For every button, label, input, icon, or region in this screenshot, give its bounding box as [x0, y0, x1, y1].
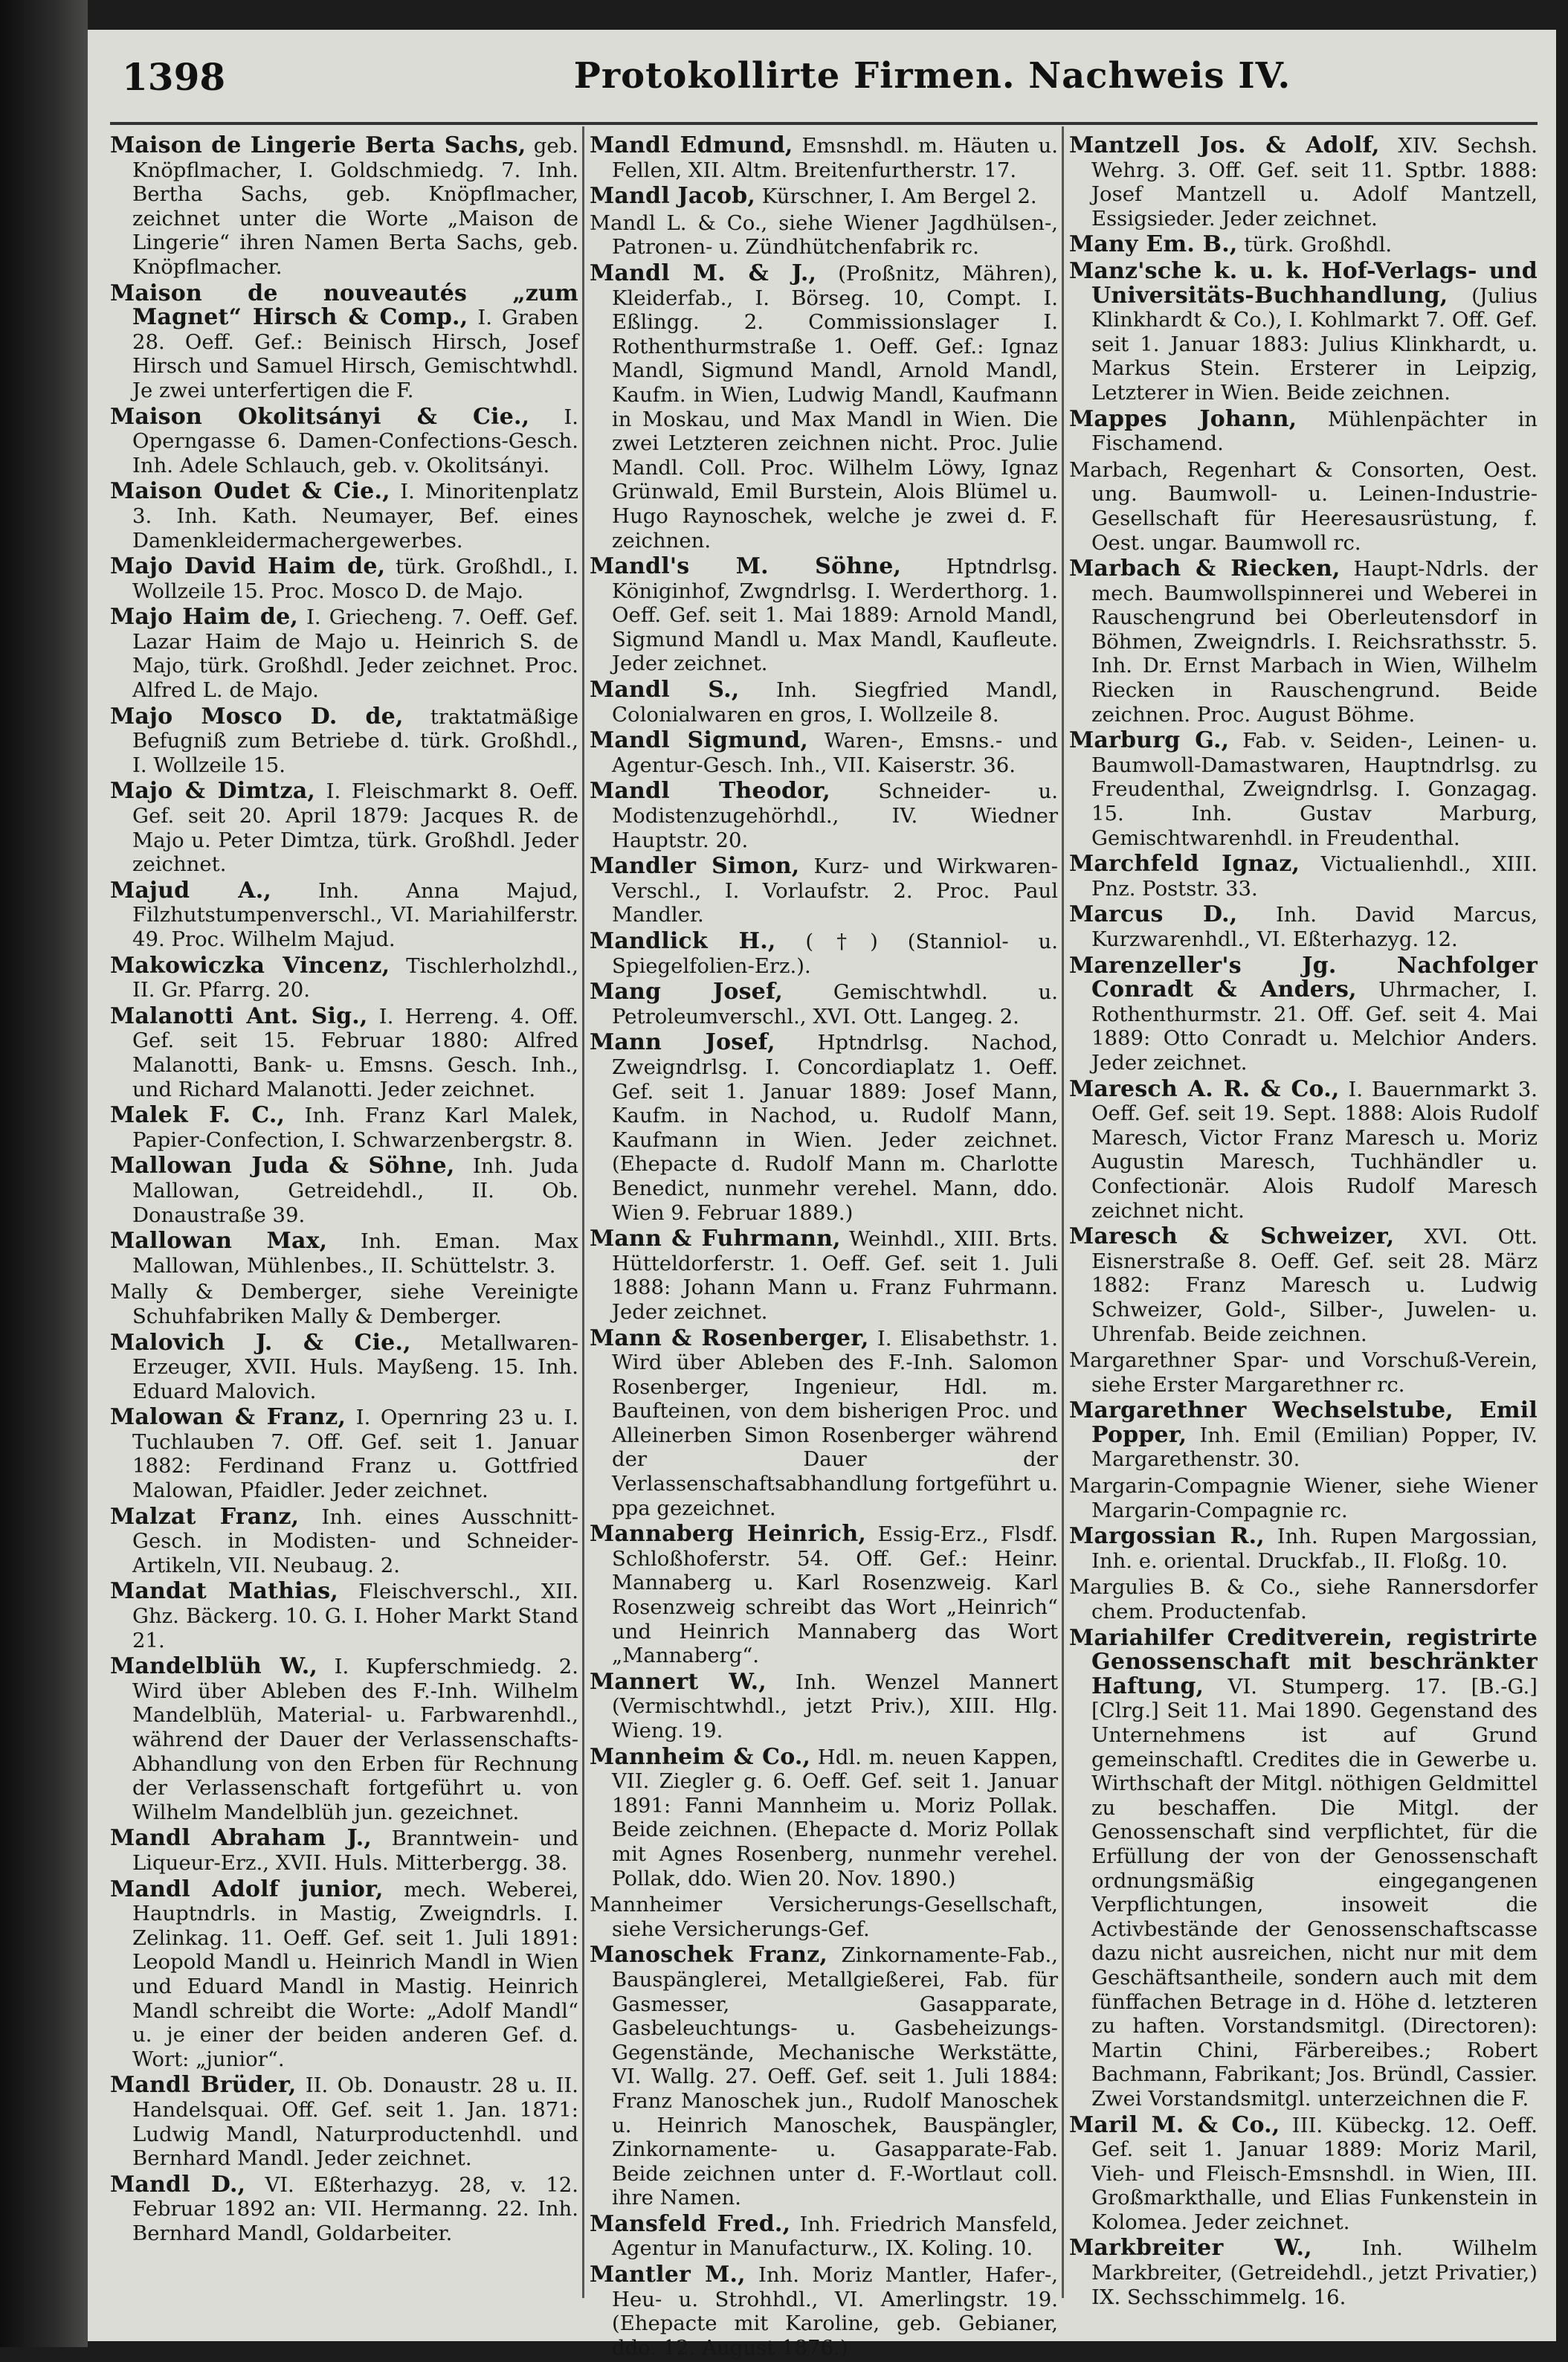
firm-name: Mandlick H., [590, 928, 776, 954]
page-header [122, 55, 1535, 107]
firm-name: Malowan & Franz, [110, 1404, 346, 1431]
directory-entry [110, 1505, 578, 1578]
directory-entry [110, 1655, 578, 1824]
firm-name: Majo Haim de, [110, 604, 299, 631]
directory-entry [110, 2073, 578, 2170]
entry-text: II. Ob. Donaustr. 28 u. II. Handelsquai. Off. Gef. seit 1. Jan. 1871: Ludwig Mandl, Naturproductenhdl. und Bernhard Mandl. Jeder zeichnet. [132, 2073, 578, 2171]
firm-name: Majud A., [110, 877, 272, 904]
directory-entry [110, 555, 578, 603]
directory-entry [110, 1280, 578, 1328]
directory-entry [590, 1031, 1058, 1225]
entry-text: türk. Großhdl., I. Wollzeile 15. Proc. Mosco D. de Majo. [132, 555, 578, 603]
directory-entry [1069, 1225, 1538, 1346]
directory-entry [590, 729, 1058, 777]
entry-text: Inh. Eman. Max Mallowan, Mühlenbes., II. Schüttelstr. 3. [132, 1229, 579, 1278]
firm-name: Maresch A. R. & Co., [1069, 1075, 1340, 1102]
firm-name: Mantler M., [590, 2262, 746, 2288]
entry-text: I. Elisabethstr. 1. Wird über Ableben des F.-Inh. Salomon Rosenberger, Ingenieur, Hdl. m. Baufteinen, von dem bisherigen Proc. und Alleinerben Simon Rosenberger während der Dauer der Verlassenschaftsabhandlung fortgeführt u. ppa gezeichnet. [612, 1326, 1058, 1520]
entry-text: Inh. Juda Mallowan, Getreidehdl., II. Ob. Donaustraße 39. [132, 1154, 579, 1227]
column-middle [590, 134, 1058, 2362]
firm-name: Mandl Sigmund, [590, 727, 808, 754]
firm-name: Malanotti Ant. Sig., [110, 1003, 368, 1029]
entry-text: Mally & Demberger, siehe Vereinigte Schuhfabriken Mally & Demberger. [110, 1280, 578, 1328]
entry-text: I. Bauernmarkt 3. Oeff. Gef. seit 19. Sept. 1888: Alois Rudolf Maresch, Victor Franz Maresch u. Moriz Augustin Maresch, Tuchhändler u. Confectionär. Alois Rudolf Maresch zeichnet nicht. [1091, 1077, 1538, 1223]
entry-text: Uhrmacher, I. Rothenthurmstr. 21. Off. Gef. seit 4. Mai 1889: Otto Conradt u. Melchior Anders. Jeder zeichnet. [1091, 978, 1538, 1075]
firm-name: Mandelblüh W., [110, 1653, 317, 1680]
entry-text: Margarethner Spar- und Vorschuß-Verein, siehe Erster Margarethner rc. [1069, 1348, 1538, 1397]
firm-name: Manz'sche k. u. k. Hof-Verlags- und Universitäts-Buchhandlung, [1069, 257, 1538, 309]
entry-text: VI. Eßterhazyg. 28, v. 12. Februar 1892 an: VII. Hermanng. 22. Inh. Bernhard Mandl, Goldarbeiter. [132, 2172, 578, 2245]
firm-name: Maresch & Schweizer, [1069, 1223, 1395, 1250]
directory-entry [1069, 903, 1538, 951]
entry-text: Victualienhdl., XIII. Pnz. Poststr. 33. [1091, 852, 1538, 901]
entry-text: XVI. Ott. Eisnerstraße 8. Oeff. Gef. seit 28. März 1882: Franz Maresch u. Ludwig Schweizer, Gold-, Silber-, Juwelen- u. Uhrenfab. Beide zeichnen. [1091, 1225, 1538, 1346]
directory-entry [110, 1104, 578, 1152]
entry-text: VI. Stumperg. 17. [B.-G.] [Clrg.] Seit 11. Mai 1890. Gegenstand des Unternehmens ist auf Grund gemeinschaftl. Credites die in Gewerbe u. Wirthschaft der Mitgl. nöthigen Geldmittel zu beschaffen. Die Mitgl. der Genossenschaft sind verpflichtet, für die Erfüllung der von der Genossenschaft ordnungsmäßig eingegangenen Verpflichtungen, insoweit die Activbestände der Genossenschaftscasse dazu nicht ausreichen, nicht nur mit dem Geschäftsantheile, sondern auch mit dem fünffachen Betrage in d. Höhe d. letzteren zu haften. Vorstandsmitgl. (Directoren): Martin Chini, Färbereibes.; Robert Bachmann, Fabrikant; Jos. Bründl, Cassier. Zwei Vorstandsmitgl. unterzeichnen die F. [1091, 1674, 1538, 2111]
directory-entry [590, 1670, 1058, 1743]
directory-entry [1069, 1626, 1538, 2111]
entry-text: Margulies B. & Co., siehe Rannersdorfer chem. Productenfab. [1069, 1575, 1538, 1624]
directory-entry [590, 2263, 1058, 2360]
entry-text: Waren-, Emsns.- und Agentur-Gesch. Inh., VII. Kaiserstr. 36. [612, 729, 1059, 777]
firm-name: Maison de nouveautés „zum Magnet“ Hirsch & Comp., [110, 280, 578, 331]
column-divider [582, 126, 584, 2298]
running-title: Protokollirte Firmen. Nachweis IV. [573, 55, 1291, 97]
firm-name: Margarethner Wechselstube, Emil Popper, [1069, 1397, 1538, 1448]
firm-name: Mandl Abraham J., [110, 1825, 372, 1852]
entry-text: geb. Knöpflmacher, I. Goldschmiedg. 7. Inh. Bertha Sachs, geb. Knöpflmacher, zeichnet unter die Worte „Maison de Lingerie“ ihren Namen Berta Sachs, geb. Knöpflmacher. [132, 134, 578, 279]
entry-text: I. Opernring 23 u. I. Tuchlauben 7. Off. Gef. seit 1. Januar 1882: Ferdinand Franz u. Gottfried Malowan, Pfaidler. Jeder zeichnet. [132, 1406, 579, 1503]
directory-entry [110, 282, 578, 403]
directory-entry [1069, 1575, 1538, 1624]
firm-name: Mallowan Juda & Söhne, [110, 1153, 455, 1180]
firm-name: Mandler Simon, [590, 853, 800, 880]
entry-text: Zinkornamente-Fab., Bauspänglerei, Metallgießerei, Fab. für Gasmesser, Gasapparate, Gasbeleuchtungs- u. Gasbeheizungs-Gegenstände, Mechanische Werkstätte, VI. Wallg. 27. Oeff. Gef. seit 1. Juli 1884: Franz Manoschek jun., Rudolf Manoschek u. Heinrich Manoschek, Bauspängler, Zinkornamente- u. Gasapparate-Fab. Beide zeichnen unter d. F.-Wortlaut coll. ihre Namen. [612, 1943, 1058, 2210]
firm-name: Makowiczka Vincenz, [110, 952, 390, 979]
directory-entry [110, 954, 578, 1003]
page-number: 1398 [122, 55, 226, 99]
firm-name: Malzat Franz, [110, 1503, 300, 1530]
firm-name: Mandat Mathias, [110, 1578, 339, 1605]
directory-entry [110, 605, 578, 702]
entry-text: I. Herreng. 4. Off. Gef. seit 15. Februar 1880: Alfred Malanotti, Bank- u. Emsns. Gesch. Inh., und Richard Malanotti. Jeder zeichnet. [132, 1004, 579, 1101]
directory-entry [1069, 1525, 1538, 1573]
firm-name: Mann & Fuhrmann, [590, 1226, 841, 1252]
directory-entry [590, 1893, 1058, 1941]
entry-text: Kürschner, I. Am Bergel 2. [755, 184, 1037, 209]
firm-name: Maril M. & Co., [1069, 2111, 1280, 2138]
directory-entry [110, 1331, 578, 1404]
directory-entry [590, 1522, 1058, 1668]
directory-entry [110, 1878, 578, 2072]
firm-name: Mang Josef, [590, 979, 784, 1005]
directory-entry [1069, 458, 1538, 555]
directory-entry [590, 930, 1058, 978]
header-rule [110, 122, 1538, 125]
firm-name: Mariahilfer Creditverein, registrirte Genossenschaft mit beschränkter Haftung, [1069, 1624, 1538, 1699]
entry-text: Mandl L. & Co., siehe Wiener Jagdhülsen-, Patronen- u. Zündhütchenfabrik rc. [590, 210, 1058, 260]
directory-entry [110, 1229, 578, 1278]
directory-entry [590, 262, 1058, 553]
entry-text: türk. Großhdl. [1237, 233, 1393, 257]
column-left [110, 134, 578, 2247]
entry-text: I. Graben 28. Oeff. Gef.: Beinisch Hirsch, Josef Hirsch und Samuel Hirsch, Gemischtwhdl. Je zwei unterfertigen die F. [132, 306, 579, 402]
entry-text: Marbach, Regenhart & Consorten, Oest. ung. Baumwoll- u. Leinen-Industrie-Gesellschaft für Heeresausrüstung, f. Oest. ungar. Baumwoll rc. [1069, 457, 1538, 555]
directory-entry [110, 705, 578, 778]
entry-text: Inh. Anna Majud, Filzhutstumpenverschl., VI. Mariahilferstr. 49. Proc. Wilhelm Majud. [132, 878, 578, 951]
entry-text: Branntwein- und Liqueur-Erz., XVII. Huls. Mitterbergg. 38. [132, 1827, 578, 1875]
firm-name: Mandl S., [590, 677, 740, 704]
entry-text: Inh. Wilhelm Markbreiter, (Getreidehdl., jetzt Privatier,) IX. Sechsschimmelg. 16. [1091, 2236, 1538, 2309]
directory-entry [110, 879, 578, 952]
directory-entry [1069, 2111, 1538, 2235]
entry-text: Fleischverschl., XII. Ghz. Bäckerg. 10. G. I. Hoher Markt Stand 21. [132, 1580, 578, 1653]
firm-name: Mannheim & Co., [590, 1743, 811, 1770]
entry-text: mech. Weberei, Hauptndrls. in Mastig, Zweigndrls. I. Zelinkag. 11. Oeff. Gef. seit 1. Juli 1891: Leopold Mandl u. Heinrich Mandl in Wien und Eduard Mandl in Mastig. Heinrich Mandl schreibt die Worte: „Adolf Mandl“ u. je einer der beiden anderen Gef. d. Wort: „junior“. [132, 1877, 578, 2071]
firm-name: Manoschek Franz, [590, 1942, 828, 1969]
firm-name: Mansfeld Fred., [590, 2210, 791, 2237]
firm-name: Mandl D., [110, 2171, 246, 2198]
entry-text: Fab. v. Seiden-, Leinen- u. Baumwoll-Damastwaren, Hauptndrlsg. zu Freudenthal, Zweigndrlsg. I. Gonzagag. 15. Inh. Gustav Marburg, Gemischtwarenhdl. in Freudenthal. [1091, 729, 1538, 850]
directory-entry [590, 678, 1058, 727]
entry-text: (†) (Stanniol- u. Spiegelfolien-Erz.). [612, 930, 1059, 978]
firm-name: Mannaberg Heinrich, [590, 1521, 867, 1548]
directory-entry [590, 184, 1058, 209]
document-page [88, 30, 1556, 2360]
firm-name: Maison Okolitsányi & Cie., [110, 403, 530, 430]
directory-entry [1069, 1348, 1538, 1397]
firm-name: Mandl's M. Söhne, [590, 553, 902, 580]
directory-entry [590, 2210, 1058, 2261]
entry-text: Haupt-Ndrls. der mech. Baumwollspinnerei und Weberei in Rauschengrund bei Oberleutensdorf in Böhmen, Zweigndrls. I. Reichsrathsstr. 5. Inh. Dr. Ernst Marbach in Wien, Wilhelm Riecken in Rauschengrund. Beide zeichnen. Proc. August Böhme. [1091, 557, 1538, 727]
directory-entry [590, 1227, 1058, 1324]
entry-text: Schneider- u. Modistenzugehörhdl., IV. Wiedner Hauptstr. 20. [612, 779, 1058, 852]
column-right [1069, 134, 1538, 2311]
firm-name: Marenzeller's Jg. Nachfolger Conradt & Anders, [1069, 952, 1538, 1003]
entry-text: Inh. Wenzel Mannert (Vermischtwhdl., jetzt Priv.), XIII. Hlg. Wieng. 19. [612, 1670, 1059, 1742]
firm-name: Marchfeld Ignaz, [1069, 851, 1300, 878]
firm-name: Majo Mosco D. de, [110, 703, 404, 730]
entry-text: Emsnshdl. m. Häuten u. Fellen, XII. Altm. Breitenfurtherstr. 17. [612, 134, 1058, 182]
firm-name: Mann Josef, [590, 1029, 775, 1056]
entry-text: XIV. Sechsh. Wehrg. 3. Off. Gef. seit 11. Sptbr. 1888: Josef Mantzell u. Adolf Mantzell, Essigsieder. Jeder zeichnet. [1091, 134, 1538, 231]
entry-text: Mühlenpächter in Fischamend. [1091, 407, 1538, 456]
directory-entry [1069, 405, 1538, 456]
firm-name: Maison Oudet & Cie., [110, 478, 390, 505]
firm-name: Mappes Johann, [1069, 405, 1297, 432]
entry-text: Margarin-Compagnie Wiener, siehe Wiener Margarin-Compagnie rc. [1069, 1474, 1538, 1522]
entry-text: I. Minoritenplatz 3. Inh. Kath. Neumayer, Bef. eines Damenkleidermachergewerbes. [132, 480, 578, 553]
entry-text: traktatmäßige Befugniß zum Betriebe d. türk. Großhdl., I. Wollzeile 15. [132, 704, 578, 777]
firm-name: Marcus D., [1069, 901, 1238, 928]
entry-text: Metallwaren-Erzeuger, XVII. Huls. Mayßeng. 15. Inh. Eduard Malovich. [132, 1330, 578, 1403]
entry-text: Tischlerholzhdl., II. Gr. Pfarrg. 20. [132, 953, 578, 1003]
entry-text: Inh. Rupen Margossian, Inh. e. oriental. Druckfab., II. Floßg. 10. [1091, 1525, 1538, 1573]
directory-entry [590, 1327, 1058, 1521]
firm-name: Mannert W., [590, 1668, 767, 1695]
firm-name: Malek F. C., [110, 1102, 285, 1129]
firm-name: Many Em. B., [1069, 231, 1238, 258]
directory-entry [110, 1406, 578, 1502]
entry-text: Inh. eines Ausschnitt-Gesch. in Modisten- und Schneider-Artikeln, VII. Neubaug. 2. [132, 1505, 579, 1577]
directory-entry [1069, 557, 1538, 727]
entry-text: Inh. Franz Karl Malek, Papier-Confection, I. Schwarzenbergstr. 8. [132, 1104, 578, 1152]
entry-text: (Proßnitz, Mähren), Kleiderfab., I. Börseg. 10, Compt. I. Eßlingg. 2. Commissionslager I. Rothenthurmstraße 1. Oeff. Gef.: Ignaz Mandl, Sigmund Mandl, Arnold Mandl, Kaufm. in Wien, Ludwig Mandl, Kaufmann in Moskau, und Max Mandl in Wien. Die zwei Letzteren zeichnen nicht. Proc. Julie Mandl. Coll. Proc. Wilhelm Löwy, Ignaz Grünwald, Emil Burstein, Alois Blümel u. Hugo Raynoschek, welche je zwei d. F. zeichnen. [612, 261, 1058, 553]
directory-entry [590, 134, 1058, 182]
entry-text: I. Kupferschmiedg. 2. Wird über Ableben des F.-Inh. Wilhelm Mandelblüh, Material- u. Farbwarenhdl., während der Dauer der Verlassenschafts-Abhandlung von den Erben für Rechnung der Verlassenschaft fortgeführt u. von Wilhelm Mandelblüh jun. gezeichnet. [132, 1655, 578, 1824]
firm-name: Mandl Edmund, [590, 132, 793, 158]
directory-entry [590, 855, 1058, 927]
entry-text: Hdl. m. neuen Kappen, VII. Ziegler g. 6. Oeff. Gef. seit 1. Januar 1891: Fanni Mannheim u. Moriz Pollak. Beide zeichnen. (Ehepacte d. Moriz Pollak mit Agnes Rosenberg, nunmehr verehel. Pollak, ddo. Wien 20. Nov. 1890.) [612, 1745, 1058, 1890]
directory-entry [110, 1154, 578, 1227]
directory-entry [110, 405, 578, 478]
directory-entry [1069, 257, 1538, 405]
entry-text: Essig-Erz., Flsdf. Schloßhoferstr. 54. Off. Gef.: Heinr. Mannaberg u. Karl Rosenzweig. Karl Rosenzweig schreibt das Wort „Heinrich“ und Heinrich Mannaberg das Wort „Mannaberg“. [612, 1522, 1058, 1668]
entry-text: Kurz- und Wirkwaren-Verschl., I. Vorlaufstr. 2. Proc. Paul Mandler. [612, 855, 1058, 927]
directory-entry [1069, 1399, 1538, 1472]
firm-name: Markbreiter W., [1069, 2235, 1312, 2262]
directory-entry [590, 211, 1058, 260]
directory-entry [110, 480, 578, 553]
entry-text: (Julius Klinkhardt & Co.), I. Kohlmarkt 7. Off. Gef. seit 1. Januar 1883: Julius Klinkhardt, u. Markus Stein. Ersterer in Leipzig, Letzterer in Wien. Beide zeichnen. [1091, 283, 1538, 405]
directory-entry [590, 980, 1058, 1029]
directory-entry [590, 1943, 1058, 2210]
entry-text: Inh. Siegfried Mandl, Colonialwaren en gros, I. Wollzeile 8. [612, 678, 1059, 727]
firm-name: Mandl M. & J., [590, 260, 817, 286]
directory-entry [1069, 729, 1538, 850]
entry-text: Inh. David Marcus, Kurzwarenhdl., VI. Eßterhazyg. 12. [1091, 903, 1538, 951]
entry-text: I. Fleischmarkt 8. Oeff. Gef. seit 20. April 1879: Jacques R. de Majo u. Peter Dimtza, türk. Großhdl. Jeder zeichnet. [132, 779, 578, 877]
directory-entry [110, 1827, 578, 1875]
entry-text: Mannheimer Versicherungs-Gesellschaft, siehe Versicherungs-Gef. [590, 1893, 1058, 1941]
directory-entry [1069, 2236, 1538, 2309]
firm-name: Majo & Dimtza, [110, 778, 315, 805]
directory-entry [590, 779, 1058, 852]
directory-entry [110, 2173, 578, 2246]
firm-name: Margossian R., [1069, 1523, 1265, 1550]
directory-entry [1069, 1075, 1538, 1223]
firm-name: Marburg G., [1069, 727, 1230, 754]
directory-entry [110, 779, 578, 876]
firm-name: Malovich J. & Cie., [110, 1329, 411, 1356]
directory-entry [590, 555, 1058, 676]
binding-shadow [0, 0, 88, 2347]
entry-text: Hptndrlsg. Nachod, Zweigndrlsg. I. Concordiaplatz 1. Oeff. Gef. seit 1. Januar 1889: Josef Mann, Kaufm. in Nachod, u. Rudolf Mann, Kaufmann in Wien. Jeder zeichnet. (Ehepacte d. Rudolf Mann m. Charlotte Benedict, nunmehr verehel. Mann, ddo. Wien 9. Februar 1889.) [612, 1031, 1058, 1225]
firm-name: Mallowan Max, [110, 1228, 328, 1255]
entry-text: Inh. Emil (Emilian) Popper, IV. Margarethenstr. 30. [1091, 1423, 1538, 1472]
firm-name: Mandl Theodor, [590, 778, 830, 805]
entry-text: Hptndrlsg. Königinhof, Zwgndrlsg. I. Werderthorg. 1. Oeff. Gef. seit 1. Mai 1889: Arnold Mandl, Sigmund Mandl u. Max Mandl, Kaufleute. Jeder zeichnet. [612, 555, 1058, 676]
firm-name: Marbach & Riecken, [1069, 556, 1340, 582]
column-divider [1062, 126, 1064, 2298]
directory-entry [110, 134, 578, 280]
entry-text: Gemischtwhdl. u. Petroleumverschl., XVI. Ott. Langeg. 2. [612, 980, 1058, 1029]
firm-name: Majo David Haim de, [110, 553, 386, 580]
firm-name: Mandl Brüder, [110, 2072, 297, 2099]
directory-entry [110, 1580, 578, 1653]
entry-text: Weinhdl., XIII. Brts. Hütteldorferstr. 1. Oeff. Gef. seit 1. Juli 1888: Johann Mann u. Franz Fuhrmann. Jeder zeichnet. [612, 1227, 1058, 1324]
entry-text: Inh. Friedrich Mansfeld, Agentur in Manufacturw., IX. Koling. 10. [612, 2212, 1058, 2261]
directory-entry [1069, 134, 1538, 231]
entry-text: Inh. Moriz Mantler, Hafer-, Heu- u. Strohhdl., VI. Amerlingstr. 19. (Ehepacte mit Karoline, geb. Gebianer, ddo. 12. August 1876.) [612, 2263, 1058, 2360]
directory-entry [1069, 233, 1538, 257]
entry-text: I. Operngasse 6. Damen-Confections-Gesch. Inh. Adele Schlauch, geb. v. Okolitsányi. [132, 405, 578, 477]
firm-name: Mandl Adolf junior, [110, 1876, 384, 1902]
firm-name: Mandl Jacob, [590, 183, 756, 210]
entry-text: I. Griecheng. 7. Oeff. Gef. Lazar Haim de Majo u. Heinrich S. de Majo, türk. Großhdl. Jeder zeichnet. Proc. Alfred L. de Majo. [132, 605, 578, 703]
directory-entry [1069, 852, 1538, 901]
directory-entry [590, 1745, 1058, 1891]
firm-name: Mann & Rosenberger, [590, 1325, 869, 1351]
directory-entry [1069, 1474, 1538, 1522]
entry-text: III. Kübeckg. 12. Oeff. Gef. seit 1. Januar 1889: Moriz Maril, Vieh- und Fleisch-Emsnshdl. in Wien, III. Großmarkthalle, und Elias Funkenstein in Kolomea. Jeder zeichnet. [1091, 2113, 1538, 2234]
firm-name: Maison de Lingerie Berta Sachs, [110, 132, 526, 158]
directory-entry [110, 1005, 578, 1101]
directory-entry [1069, 954, 1538, 1075]
firm-name: Mantzell Jos. & Adolf, [1069, 132, 1380, 158]
